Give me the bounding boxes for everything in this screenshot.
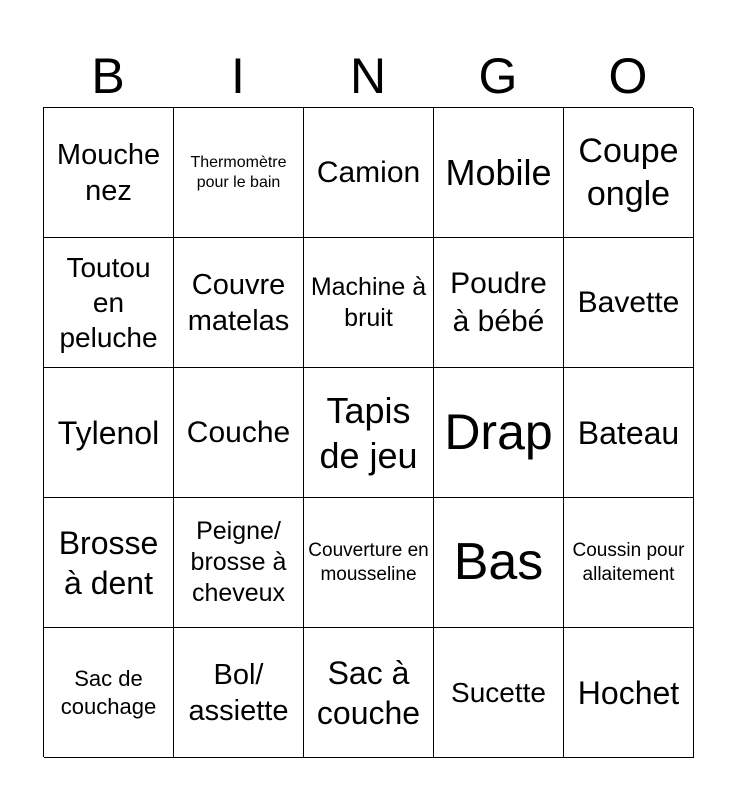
bingo-cell[interactable] [44, 108, 174, 238]
header-letter-g: G [478, 48, 518, 104]
bingo-cell-label: Peigne/ brosse à cheveux [190, 517, 287, 607]
bingo-cell-label: Tylenol [57, 414, 160, 451]
bingo-cell[interactable] [434, 628, 564, 758]
bingo-cell-label: Coupe ongle [578, 131, 679, 213]
bingo-cell-label: Couvre matelas [187, 268, 290, 337]
bingo-cell-label: Mouche nez [56, 138, 161, 207]
bingo-cell[interactable] [174, 628, 304, 758]
bingo-cell-label: Coussin pour allaitement [572, 539, 685, 585]
bingo-cell[interactable] [564, 238, 694, 368]
bingo-cell-label: Couche [186, 415, 291, 449]
bingo-cell[interactable] [174, 368, 304, 498]
bingo-cell-label: Sucette [451, 677, 546, 708]
bingo-cell-label: Bateau [577, 414, 680, 451]
bingo-cell[interactable] [174, 498, 304, 628]
bingo-cell[interactable] [564, 628, 694, 758]
bingo-cell[interactable] [304, 628, 434, 758]
bingo-cell[interactable] [304, 108, 434, 238]
bingo-cell[interactable] [304, 238, 434, 368]
bingo-cell[interactable] [44, 628, 174, 758]
bingo-cell-label: Tapis de jeu [319, 389, 418, 476]
bingo-cell[interactable] [44, 498, 174, 628]
bingo-cell[interactable] [564, 368, 694, 498]
bingo-cell-label: Brosse à dent [58, 524, 159, 601]
bingo-cell[interactable] [434, 238, 564, 368]
bingo-cell[interactable] [434, 498, 564, 628]
bingo-cell-label: Bas [453, 533, 544, 591]
bingo-cell-label: Mobile [445, 152, 552, 193]
bingo-cell-label: Sac de couchage [60, 665, 157, 719]
bingo-cell-label: Toutou en peluche [59, 252, 158, 353]
bingo-cell[interactable] [304, 368, 434, 498]
bingo-cell[interactable] [304, 498, 434, 628]
bingo-header [43, 44, 693, 108]
bingo-cell-label: Drap [444, 404, 553, 460]
bingo-cell-label: Bol/ assiette [188, 658, 289, 727]
bingo-cell-label: Sac à couche [316, 654, 421, 731]
header-letter-o: O [608, 48, 648, 104]
bingo-cell-label: Hochet [577, 674, 680, 711]
header-letter-n: N [349, 48, 387, 104]
bingo-cell-label: Poudre à bébé [450, 266, 547, 338]
bingo-cell[interactable] [564, 498, 694, 628]
bingo-cell[interactable] [44, 368, 174, 498]
bingo-cell-label: Thermomètre pour le bain [190, 153, 287, 191]
bingo-cell[interactable] [44, 238, 174, 368]
bingo-grid [43, 107, 693, 757]
bingo-cell[interactable] [174, 238, 304, 368]
bingo-cell-label: Bavette [577, 285, 680, 319]
header-letter-b: B [91, 48, 125, 104]
bingo-cell[interactable] [434, 108, 564, 238]
bingo-cell[interactable] [564, 108, 694, 238]
bingo-cell[interactable] [434, 368, 564, 498]
header-letter-i: I [231, 48, 245, 104]
bingo-cell-label: Couverture en mousseline [308, 539, 429, 585]
bingo-cell-label: Camion [316, 155, 421, 189]
bingo-cell-label: Machine à bruit [310, 272, 427, 332]
bingo-cell[interactable] [174, 108, 304, 238]
